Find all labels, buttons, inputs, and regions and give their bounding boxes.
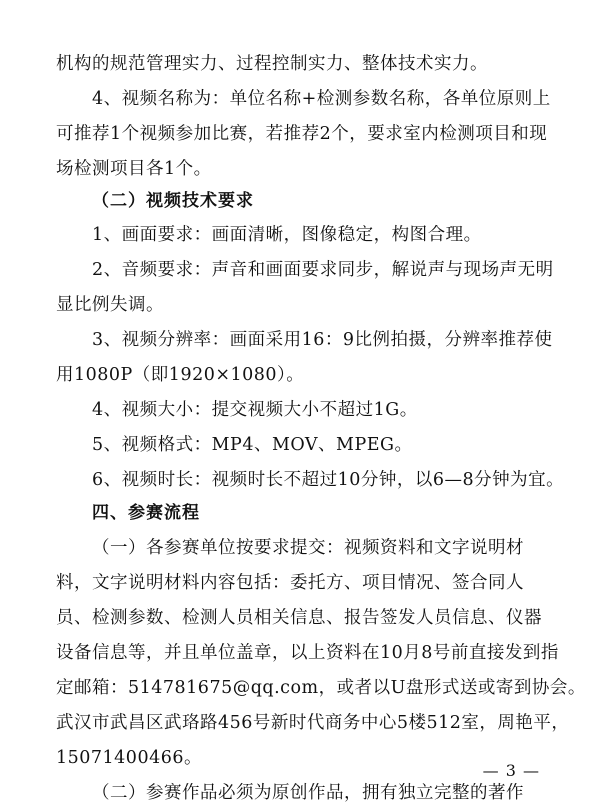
text-line: 15071400466。 (56, 748, 202, 768)
text-line: 员、检测参数、检测人员相关信息、报告签发人员信息、仪器 (56, 608, 542, 628)
section-heading: 四、参赛流程 (92, 503, 200, 523)
page-number: — 3 — (482, 761, 540, 780)
text-line: 3、视频分辨率：画面采用16：9比例拍摄，分辨率推荐使 (92, 330, 553, 350)
text-line: 定邮箱：514781675@qq.com，或者以U盘形式送或寄到协会。 (56, 678, 586, 698)
text-line: 4、视频名称为：单位名称+检测参数名称，各单位原则上 (92, 89, 551, 109)
text-line: 料，文字说明材料内容包括：委托方、项目情况、签合同人 (56, 573, 524, 593)
text-line: （一）各参赛单位按要求提交：视频资料和文字说明材 (92, 538, 524, 558)
text-line: 可推荐1个视频参加比赛，若推荐2个，要求室内检测项目和现 (56, 124, 548, 144)
text-line: 武汉市武昌区武珞路456号新时代商务中心5楼512室，周艳平， (56, 713, 570, 733)
text-line: 4、视频大小：提交视频大小不超过1G。 (92, 400, 418, 420)
section-heading: （二）视频技术要求 (92, 191, 254, 211)
text-line: 用1080P（即1920×1080）。 (56, 365, 305, 385)
text-line: 显比例失调。 (56, 295, 164, 315)
text-line: 1、画面要求：画面清晰，图像稳定，构图合理。 (92, 225, 482, 245)
text-line: 场检测项目各1个。 (56, 159, 212, 179)
text-line: （二）参赛作品必须为原创作品，拥有独立完整的著作 (92, 783, 524, 803)
text-line: 6、视频时长：视频时长不超过10分钟，以6—8分钟为宜。 (92, 470, 565, 490)
text-line: 5、视频格式：MP4、MOV、MPEG。 (92, 435, 413, 455)
text-line: 机构的规范管理实力、过程控制实力、整体技术实力。 (56, 54, 488, 74)
text-line: 设备信息等，并且单位盖章，以上资料在10月8号前直接发到指 (56, 643, 559, 663)
text-line: 2、音频要求：声音和画面要求同步，解说声与现场声无明 (92, 260, 554, 280)
